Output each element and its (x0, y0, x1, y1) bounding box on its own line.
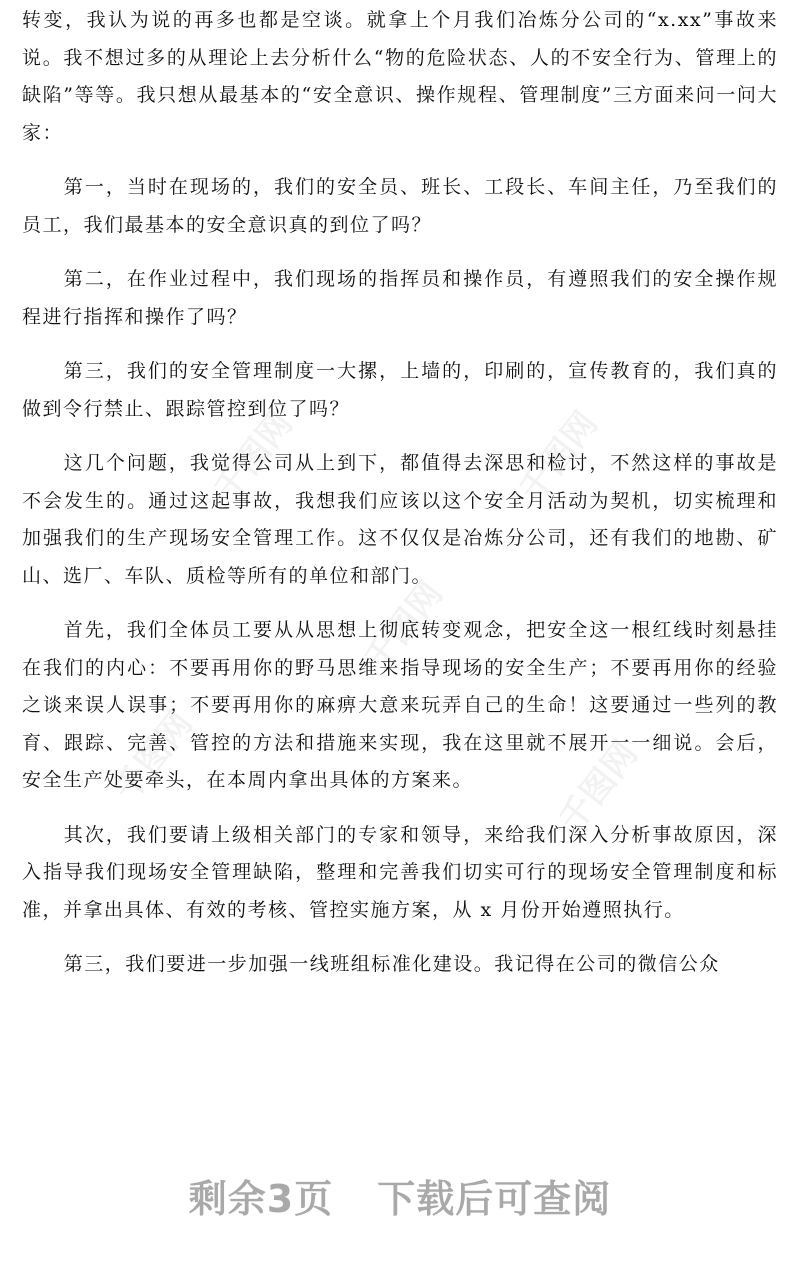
watermark: 千图网 (106, 704, 201, 810)
watermark: 千图网 (206, 404, 301, 510)
remaining-pages-label: 剩余3页 (188, 1177, 334, 1221)
paragraph: 第一，当时在现场的，我们的安全员、班长、工段长、车间主任，乃至我们的员工，我们最基本的安全意识真的到位了吗？ (22, 176, 778, 236)
paragraph: 其次，我们要请上级相关部门的专家和领导，来给我们深入分析事故原因，深入指导我们现场安全管理缺陷，整理和完善我们切实可行的现场安全管理制度和标准，并拿出具体、有效的考核、管控实施方案，从 x 月份开始遵照执行。 (22, 823, 778, 921)
watermark: 千图网 (551, 734, 646, 840)
watermark: 千图网 (511, 404, 606, 510)
paragraph: 第三，我们的安全管理制度一大摞，上墙的，印刷的，宣传教育的，我们真的做到令行禁止、跟踪管控到位了吗？ (22, 360, 778, 420)
paragraph: 这几个问题，我觉得公司从上到下，都值得去深思和检讨，不然这样的事故是不会发生的。通过这起事故，我想我们应该以这个安全月活动为契机，切实梳理和加强我们的生产现场安全管理工作。这不仅仅是冶炼分公司，还有我们的地勘、矿山、选厂、车队、质检等所有的单位和部门。 (22, 452, 778, 587)
download-prompt-label: 下载后可查阅 (377, 1177, 612, 1221)
document-body (22, 0, 778, 1001)
paragraph: 首先，我们全体员工要从从思想上彻底转变观念，把安全这一根红线时刻悬挂在我们的内心：不要再用你的野马思维来指导现场的安全生产；不要再用你的经验之谈来误人误事；不要再用你的麻痹大意来玩弄自己的生命！这要通过一些列的教育、跟踪、完善、管控的方法和措施来实现，我在这里就不展开一一细说。会后，安全生产处要牵头，在本周内拿出具体的方案来。 (22, 619, 778, 791)
download-banner[interactable] (0, 1168, 800, 1223)
watermark: 千图网 (356, 574, 451, 680)
paragraph: 转变，我认为说的再多也都是空谈。就拿上个月我们冶炼分公司的“x.xx”事故来说。我不想过多的从理论上去分析什么“物的危险状态、人的不安全行为、管理上的缺陷”等等。我只想从最基本的“安全意识、操作规程、管理制度”三方面来问一问大家： (22, 9, 778, 144)
paragraph: 第二，在作业过程中，我们现场的指挥员和操作员，有遵照我们的安全操作规程进行指挥和操作了吗？ (22, 268, 778, 328)
paragraph: 第三，我们要进一步加强一线班组标准化建设。我记得在公司的微信公众 (63, 953, 720, 975)
